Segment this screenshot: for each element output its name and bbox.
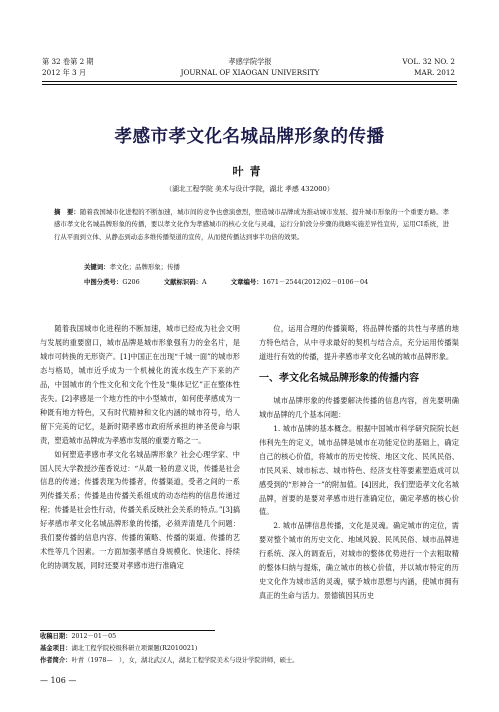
paragraph: 随着我国城市化进程的不断加速，城市已经成为社会文明与发展的重要窗口，城市品牌是城市形象强有力的金名片，是城市可转换的无形资产。[1]中国正在出现“千城一面”的城市形态与格局，城市近乎成为一个机械化的流水线生产下来的产品，中国城市的个性文化和文化个性及“集体记忆”正在整体性丧失。[2]孝感是一个地方性的中小型城市，如何使孝感成为一种既有地方特色，又有时代精神和文化内涵的城市符号，给人留下完美的记忆，是新时期孝感市政府所承担的神圣使命与职责，塑造城市品牌成为孝感市发展的重要方略之一。 xyxy=(40,324,240,445)
document-code: 文献标识码：A xyxy=(163,278,207,286)
paragraph: 1. 城市品牌的基本概念。根据中国城市科学研究院院长赵伟利先生的定义，城市品牌是城市在功能定位的基础上，确定自己的核心价值，将城市的历史传统、地区文化、民风民俗、市民风采、城市标志、城市特色、经济支柱等要素塑造成可以感受到的“形神合一”的附加值。[4]因此，我们塑造孝文化名城品牌，首要的是要对孝感市进行准确定位，确定孝感的核心价值。 xyxy=(259,423,459,517)
author-affiliation: （湖北工程学院 美术与设计学院，湖北 孝感 432000） xyxy=(165,185,334,193)
abstract-text: 随着我国城市化进程的不断加速，城市间的竞争也愈演愈烈，塑造城市品牌成为推动城市发展、提升城市形象的一个重要方略。孝感市孝文化名城品牌形象的传播，要以孝文化作为孝感城市的核心文化与灵魂，运行分阶段分步骤的战略实施差异性宣传，运用CI系统，进行从平面到立体、从静态到动态多维传播渠道的宣传，从而使传播达到事半功倍的效果。 xyxy=(54,208,450,241)
volume-issue: 第 32 卷第 2 期 xyxy=(42,57,94,66)
header-rule xyxy=(42,81,457,82)
journal-volume-issue xyxy=(42,56,94,78)
keywords-text: 孝文化；品牌形象；传播 xyxy=(109,263,180,271)
journal-name xyxy=(170,56,330,78)
paragraph: 位，运用合理的传播策略，将品牌传播的共性与孝感的地方特色结合，从中寻求最好的契机与结合点，充分运用传播渠道进行有效的传播，提升孝感市孝文化名城的城市品牌形象。 xyxy=(259,324,459,361)
keywords xyxy=(84,262,449,271)
article-number: 文章编号：1671－2544(2012)02－0106－04 xyxy=(230,278,369,286)
footnote-fund: 基金项目：湖北工程学院校级科研立项课题(R2010021) xyxy=(40,645,198,652)
footnote-author: 作者简介：叶青（1978— ），女，湖北武汉人，湖北工程学院美术与设计学院讲师，硕士。 xyxy=(40,657,299,664)
journal-name-en: JOURNAL OF XIAOGAN UNIVERSITY xyxy=(180,68,320,77)
article-title: 孝感市孝文化名城品牌形象的传播 xyxy=(114,127,385,147)
issue-date-en: MAR. 2012 xyxy=(414,68,455,77)
keywords-label: 关键词： xyxy=(84,263,110,271)
page-number: — 106 — xyxy=(40,676,77,685)
abstract-label: 摘 要： xyxy=(54,208,80,216)
footnote-received: 收稿日期：2012－01－05 xyxy=(40,633,117,640)
classification-line xyxy=(84,277,449,286)
paragraph: 2. 城市品牌信息传播，文化是灵魂。确定城市的定位，需要对整个城市的历史文化、地域风貌、民风民俗、城市品牌进行系统、深入的调查后，对城市的整体优势进行一个去粗取精的整体归纳与提炼，确立城市的核心价值，并以城市特定的历史文化作为城市活的灵魂，赋予城市思想与内涵，使城市拥有真正的生命与活力。景德镇因其历史 xyxy=(259,521,459,601)
volume-issue-en: VOL. 32 NO. 2 xyxy=(402,57,455,66)
issue-date: 2012 年 3 月 xyxy=(42,68,87,77)
body-column-left xyxy=(40,322,240,573)
body-column-right xyxy=(259,322,459,603)
author-name: 叶青 xyxy=(232,165,267,178)
paragraph: 如何塑造孝感市孝文化名城品牌形象？社会心理学家、中国人民大学教授沙莲香说过：“从最一般的意义说，传播是社会信息的传递；传播表现为传播者，传播渠道，受者之间的一系列传播关系；传播是由传播关系组成的动态结构的信息传递过程；传播是社会性行动，传播关系反映社会关系的特点。”[3]搞好孝感市孝文化名城品牌形象的传播，必须弄清楚几个问题：我们要传播的信息内容、传播的策略、传播的渠道、传播的艺术性等几个因素。一方面加强孝感自身规模化、快速化、持续化的协调发展，同时还要对孝感市进行准确定 xyxy=(40,449,240,571)
clc-number: 中图分类号：G206 xyxy=(84,278,140,286)
journal-name-cn: 孝感学院学报 xyxy=(228,57,272,66)
paragraph: 城市品牌形象的传播要解决传播的信息内容，首先要明确城市品牌的几个基本问题： xyxy=(259,395,459,419)
section-heading: 一、孝文化名城品牌形象的传播内容 xyxy=(259,372,419,384)
journal-volume-issue-en xyxy=(402,56,455,78)
abstract xyxy=(54,206,449,243)
header-rule-thin xyxy=(42,84,457,85)
